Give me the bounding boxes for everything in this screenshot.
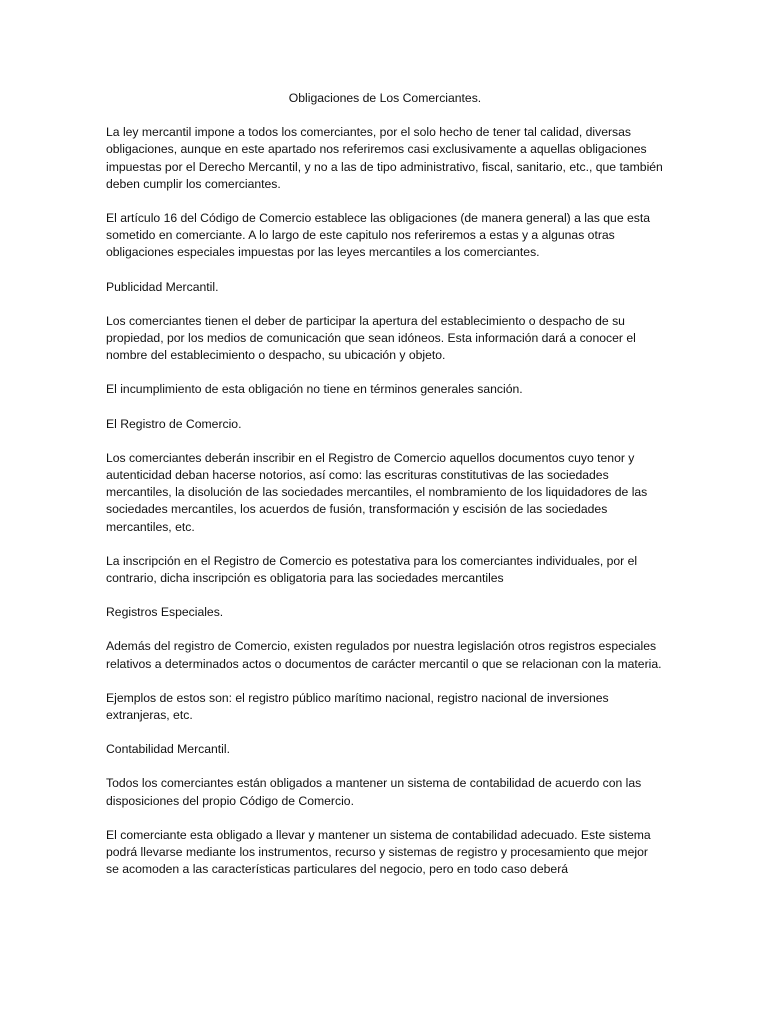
- paragraph-incumplimiento: El incumplimiento de esta obligación no tiene en términos generales sanción.: [106, 382, 523, 397]
- paragraph-publicidad: Los comerciantes tienen el deber de participar la apertura del establecimiento o despacho de su propiedad, por los medios de comunicación que sean idóneos. Esta información dará a conocer el nombre del establecimiento o despacho, su ubicación y objeto.: [106, 313, 636, 363]
- paragraph-ejemplos: Ejemplos de estos son: el registro público marítimo nacional, registro nacional de inversiones extranjeras, etc.: [106, 690, 609, 723]
- section-heading-contabilidad: Contabilidad Mercantil.: [106, 742, 230, 757]
- document-title: Obligaciones de Los Comerciantes.: [288, 91, 482, 105]
- section-heading-publicidad: Publicidad Mercantil.: [106, 279, 219, 294]
- section-heading-registro: El Registro de Comercio.: [106, 416, 242, 431]
- paragraph-sistema-contabilidad: El comerciante esta obligado a llevar y mantener un sistema de contabilidad adecuado. Este sistema podrá llevarse mediante los instrumentos, recurso y sistemas de registro y procesamiento que mejor se acomoden a las características particulares del negocio, pero en todo caso deberá: [106, 827, 651, 877]
- section-heading-registros-especiales: Registros Especiales.: [106, 605, 224, 620]
- paragraph-intro: La ley mercantil impone a todos los comerciantes, por el solo hecho de tener tal calidad, diversas obligaciones, aunque en este apartado nos referiremos casi exclusivamente a aquellas obligaciones impuestas por el Derecho Mercantil, y no a las de tipo administrativo, fiscal, sanitario, etc., que también deben cumplir los comerciantes.: [106, 125, 663, 191]
- document-body: [106, 90, 664, 896]
- paragraph-registro: Los comerciantes deberán inscribir en el Registro de Comercio aquellos documentos cuyo tenor y autenticidad deban hacerse notorios, así como: las escrituras constitutivas de las sociedades mercantiles, la disolución de las sociedades mercantiles, el nombramiento de los liquidadores de las sociedades mercantiles, los acuerdos de fusión, transformación y escisión de las sociedades mercantiles, etc.: [106, 450, 648, 534]
- paragraph-article-16: El artículo 16 del Código de Comercio establece las obligaciones (de manera general) a las que esta sometido en comerciante. A lo largo de este capitulo nos referiremos a estas y a algunas otras obligaciones especiales impuestas por las leyes mercantiles a los comerciantes.: [106, 211, 651, 260]
- paragraph-inscripcion: La inscripción en el Registro de Comercio es potestativa para los comerciantes individuales, por el contrario, dicha inscripción es obligatoria para las sociedades mercantiles: [106, 553, 638, 586]
- paragraph-contabilidad: Todos los comerciantes están obligados a mantener un sistema de contabilidad de acuerdo con las disposiciones del propio Código de Comercio.: [106, 776, 642, 808]
- paragraph-registros-especiales: Además del registro de Comercio, existen regulados por nuestra legislación otros registros especiales relativos a determinados actos o documentos de carácter mercantil o que se relacionan con la materia.: [106, 639, 662, 671]
